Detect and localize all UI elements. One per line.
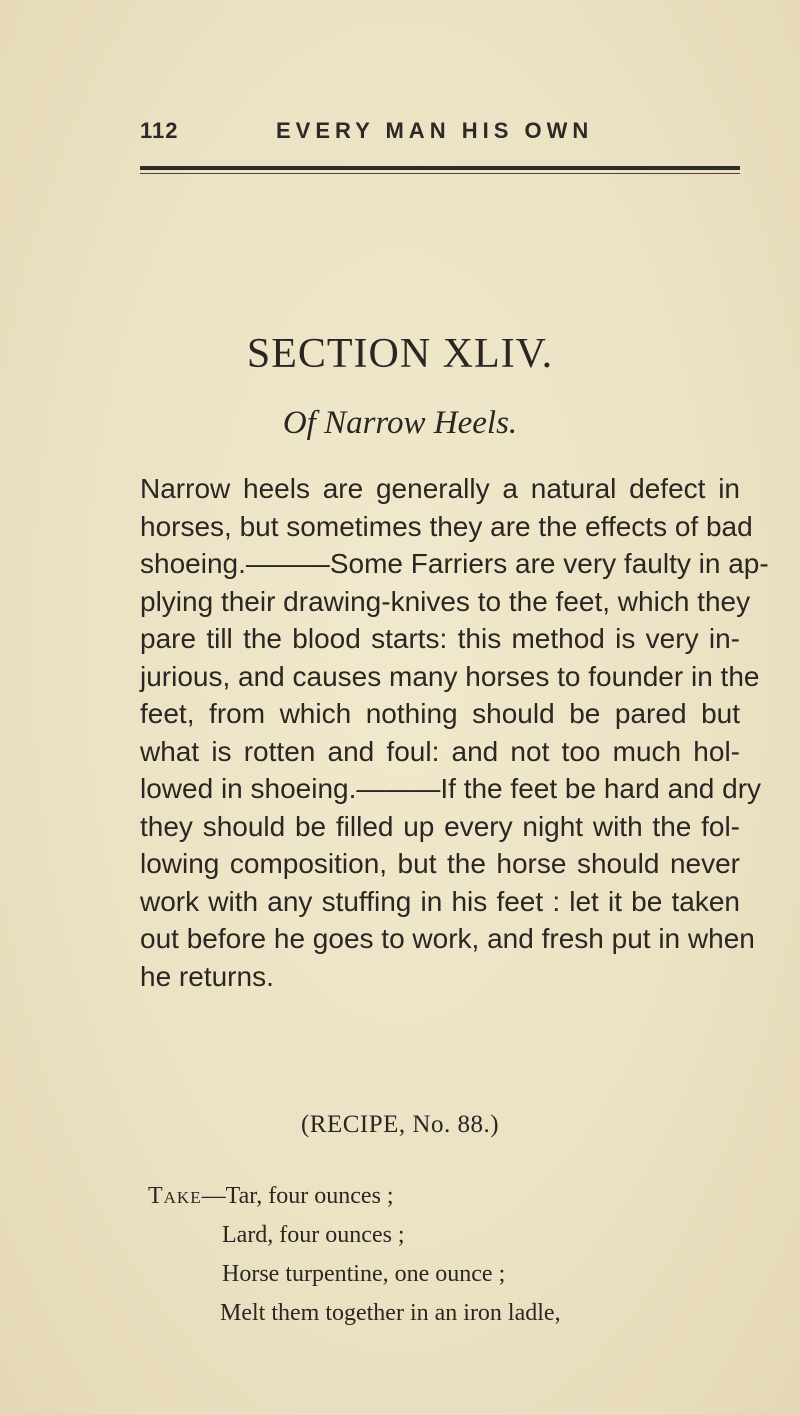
body-line: what is rotten and foul: and not too much hol- bbox=[140, 735, 740, 767]
header-rule-thick bbox=[140, 166, 740, 170]
body-paragraph bbox=[140, 470, 769, 995]
recipe-item: Melt them together in an iron ladle, bbox=[220, 1300, 561, 1326]
body-line: Narrow heels are generally a natural defect in bbox=[140, 473, 740, 504]
recipe-item: Lard, four ounces ; bbox=[222, 1222, 405, 1248]
header-rule-thin bbox=[140, 173, 740, 174]
take-word: Take bbox=[148, 1183, 202, 1209]
section-subtitle: Of Narrow Heels. bbox=[282, 405, 518, 441]
body-line: jurious, and causes many horses to founder in the bbox=[140, 660, 760, 692]
body-line: work with any stuffing in his feet : let it be taken bbox=[140, 885, 740, 917]
recipe-item bbox=[148, 1177, 748, 1216]
running-header bbox=[140, 118, 740, 152]
body-line: they should be filled up every night with the fol- bbox=[140, 810, 740, 842]
recipe-item: Horse turpentine, one ounce ; bbox=[222, 1261, 506, 1287]
body-line: shoeing.———Some Farriers are very faulty in ap- bbox=[140, 548, 769, 579]
body-line: out before he goes to work, and fresh put in when bbox=[140, 923, 755, 954]
body-line: lowed in shoeing.———If the feet be hard and dry bbox=[140, 773, 762, 804]
body-line: lowing composition, but the horse should never bbox=[140, 848, 740, 879]
body-line: feet, from which nothing should be pared but bbox=[140, 698, 740, 729]
recipe-ingredients bbox=[148, 1177, 748, 1333]
section-title: SECTION XLIV. bbox=[246, 331, 554, 377]
recipe-heading: (RECIPE, No. 88.) bbox=[300, 1111, 500, 1138]
recipe-item-text: —Tar, four ounces ; bbox=[201, 1183, 394, 1209]
body-line: plying their drawing-knives to the feet, which they bbox=[140, 585, 751, 617]
page-number: 112 bbox=[140, 118, 179, 143]
running-title: EVERY MAN HIS OWN bbox=[276, 118, 594, 143]
body-line: pare till the blood starts: this method is very in- bbox=[140, 623, 740, 654]
body-line: horses, but sometimes they are the effects of bad bbox=[140, 510, 753, 542]
body-line: he returns. bbox=[140, 960, 274, 992]
